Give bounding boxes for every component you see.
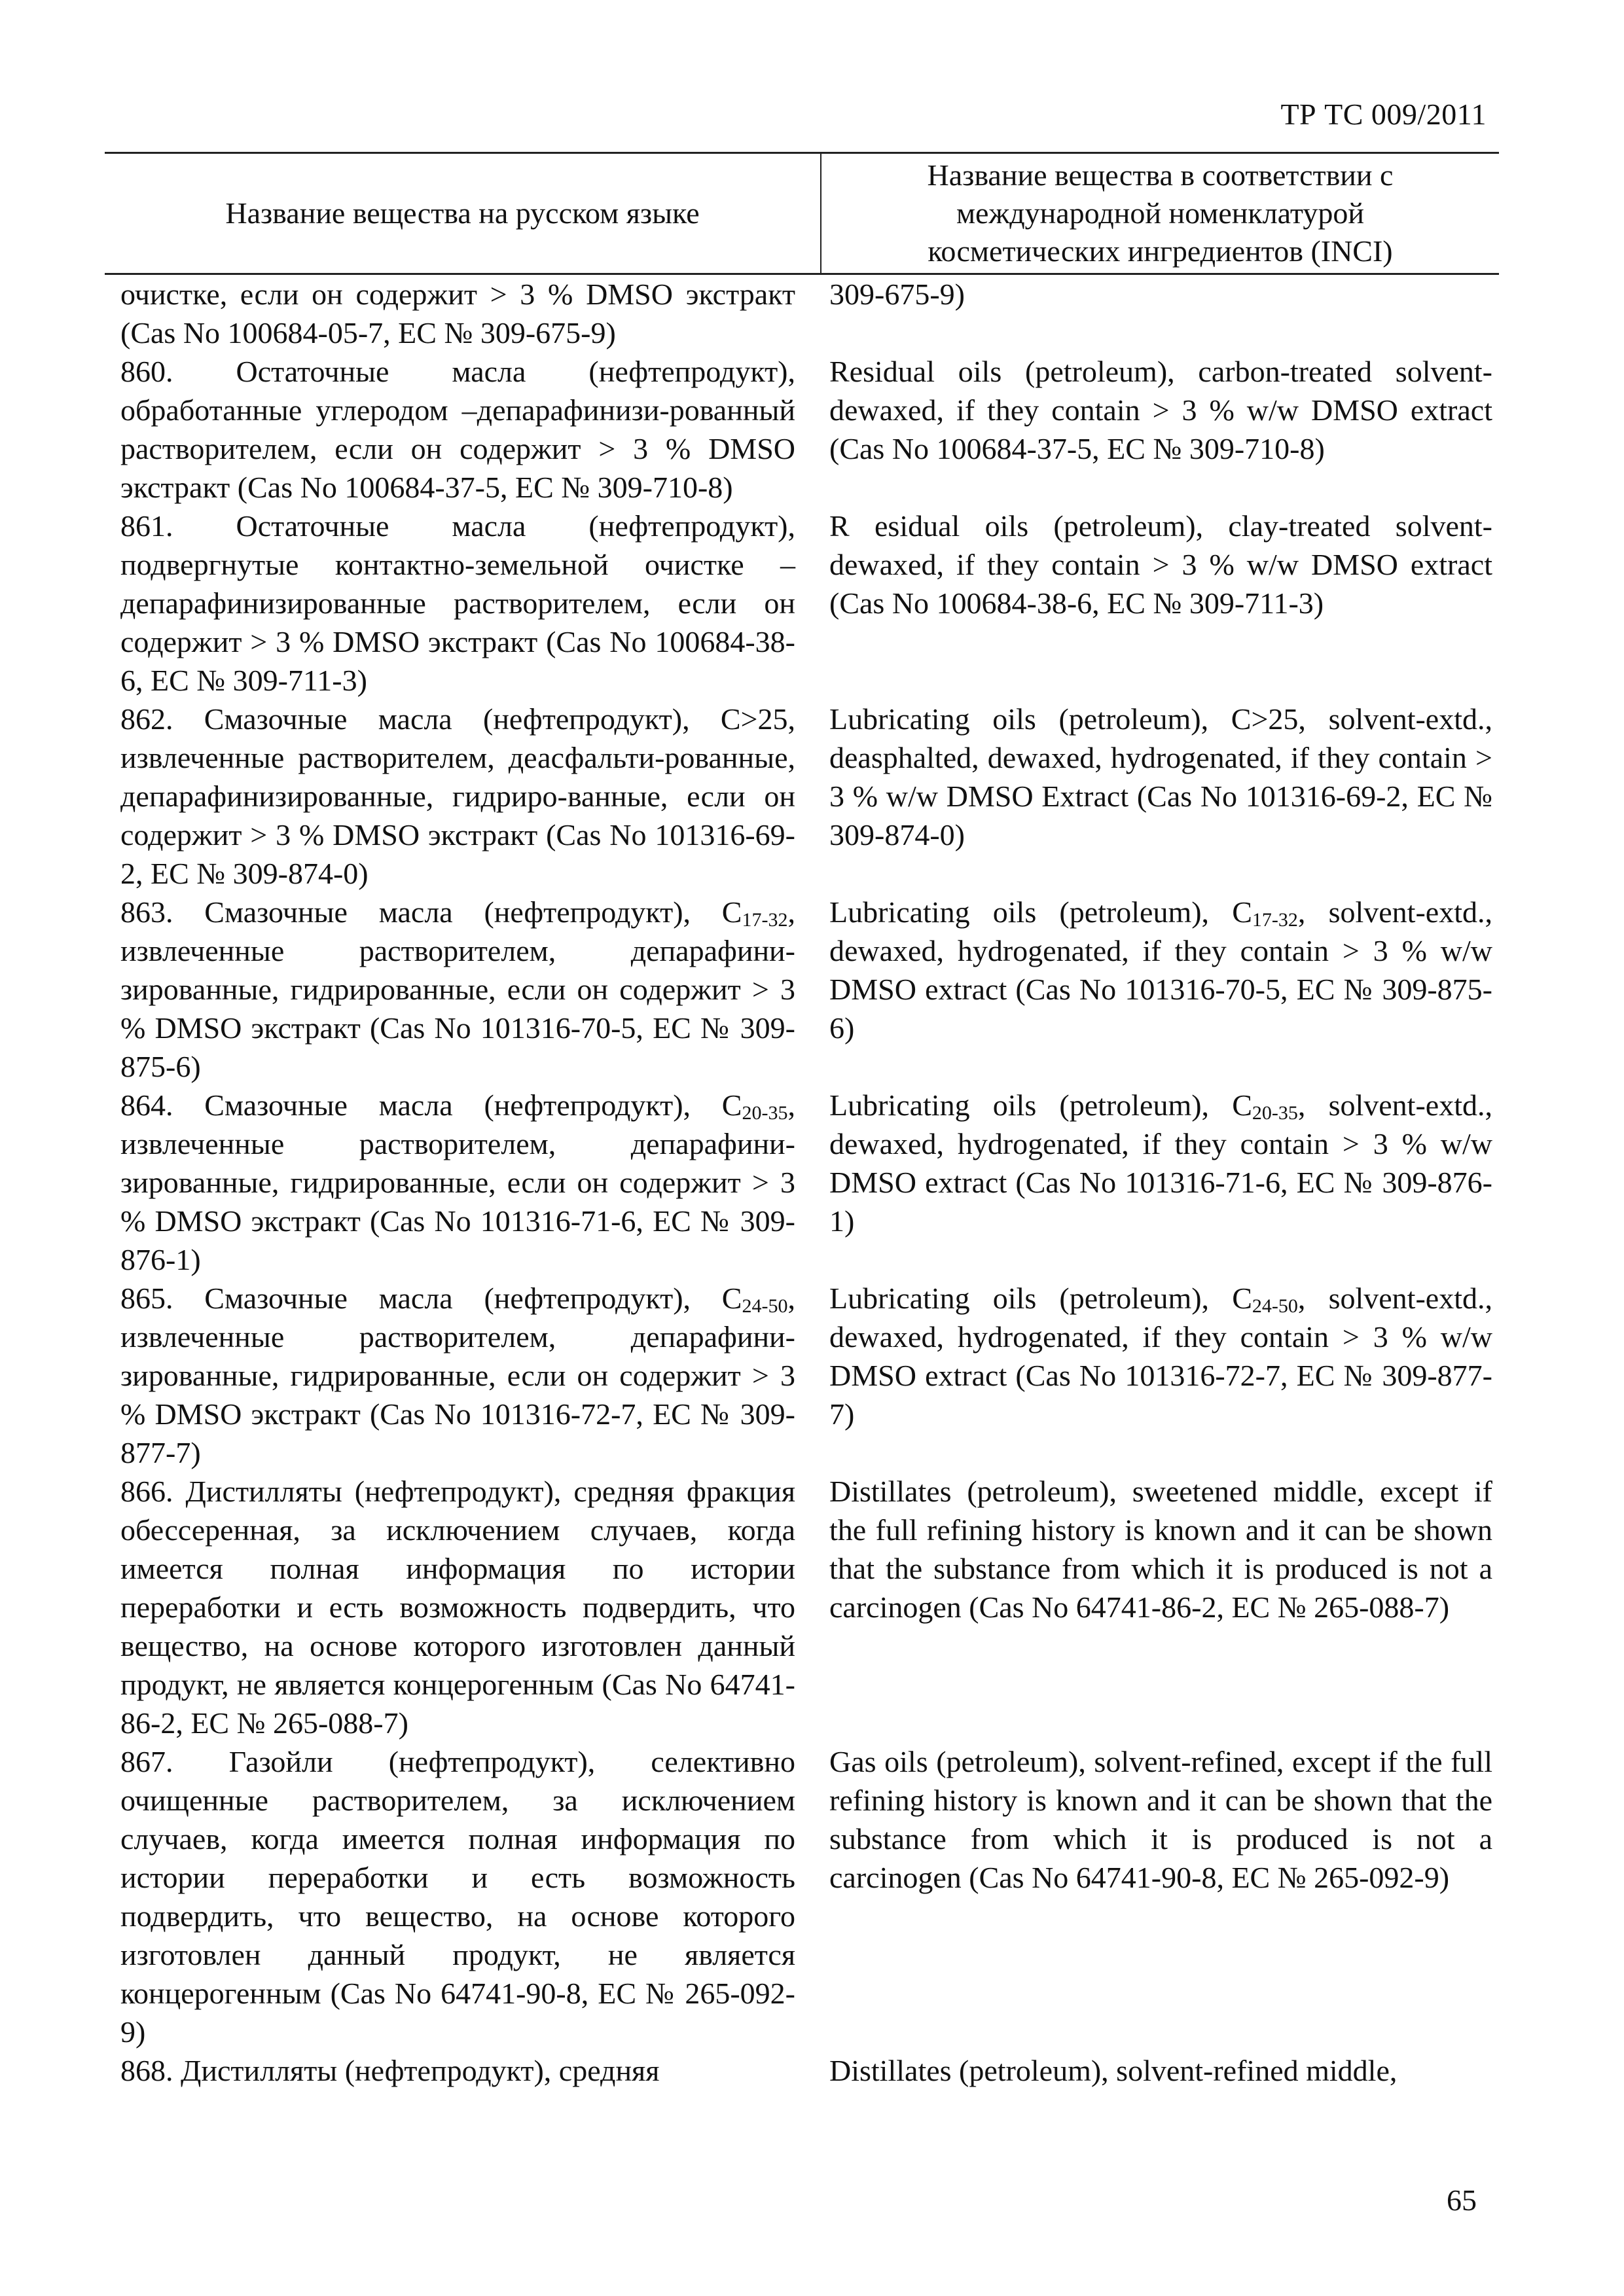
column-header-inci-line: Название вещества в соответствии с: [927, 158, 1394, 192]
cell-inci: Distillates (petroleum), sweetened middle, except if the full refining history is known and it can be shown that the substance from which it is produced is not a carcinogen (Cas No 64741-86-2, EC № 265-088-7): [829, 1475, 1492, 1624]
cell-inci: Distillates (petroleum), solvent-refined middle,: [829, 2054, 1398, 2087]
column-header-inci-line: косметических ингредиентов (INCI): [928, 234, 1393, 268]
cell-russian: очистке, если он содержит > 3 % DMSO экстракт (Cas No 100684-05-7, EC № 309-675-9): [120, 278, 795, 350]
cell-text: Lubricating oils (petroleum), C: [829, 1088, 1252, 1122]
cell-text: Lubricating oils (petroleum), C: [829, 895, 1252, 929]
cell-inci: Lubricating oils (petroleum), C>25, solvent-extd., deasphalted, dewaxed, hydrogenated, if they contain > 3 % w/w DMSO Extract (Cas No 101316-69-2, EC № 309-874-0): [829, 702, 1492, 852]
cell-inci: [821, 893, 1499, 1086]
cell-russian: 862. Смазочные масла (нефтепродукт), C>25, извлеченные растворителем, деасфальти-рованные, депарафинизированные, гидриро-ванные, если он содержит > 3 % DMSO экстракт (Cas No 101316-69-2, EC № 309-874-0): [120, 702, 795, 890]
cell-text: 864. Смазочные масла (нефтепродукт), C: [120, 1088, 742, 1122]
cell-text: , извлеченные растворителем, депарафини-зированные, гидрированные, если он содержит > 3 % DMSO экстракт (Cas No 101316-71-6, EC № 309-876-1): [120, 1088, 795, 1276]
column-header-inci-line: международной номенклатурой: [956, 196, 1365, 230]
cell-text: Lubricating oils (petroleum), C: [829, 1282, 1252, 1315]
cell-russian: 861. Остаточные масла (нефтепродукт), подвергнутые контактно-земельной очистке – депарафинизированные растворителем, если он содержит > 3 % DMSO экстракт (Cas No 100684-38-6, EC № 309-711-3): [120, 509, 795, 697]
column-header-inci: [821, 154, 1499, 273]
carbon-range-subscript: 20-35: [742, 1102, 788, 1124]
carbon-range-subscript: 24-50: [742, 1295, 788, 1317]
cell-text: , извлеченные растворителем, депарафини-зированные, гидрированные, если он содержит > 3 % DMSO экстракт (Cas No 101316-70-5, EC № 309-875-6): [120, 895, 795, 1083]
substance-table: [105, 152, 1499, 2090]
table-row: [105, 275, 1499, 352]
cell-russian: [105, 1279, 821, 1472]
cell-russian: 866. Дистилляты (нефтепродукт), средняя фракция обессеренная, за исключением случаев, когда имеется полная информация по истории переработки и есть возможность подвердить, что вещество, на основе которого изготовлен данный продукт, не является концерогенным (Cas No 64741-86-2, EC № 265-088-7): [120, 1475, 795, 1740]
page-number: 65: [1447, 2183, 1477, 2217]
cell-russian: 868. Дистилляты (нефтепродукт), средняя: [120, 2054, 660, 2087]
cell-inci: 309-675-9): [829, 278, 965, 311]
table-row: [105, 1086, 1499, 1279]
table-row: [105, 507, 1499, 700]
cell-text: , solvent-extd., dewaxed, hydrogenated, if they contain > 3 % w/w DMSO extract (Cas No 101316-70-5, EC № 309-875-6): [829, 895, 1492, 1045]
document-code: ТР ТС 009/2011: [1280, 98, 1487, 131]
table-row: [105, 1472, 1499, 1742]
cell-inci: [821, 1086, 1499, 1279]
cell-russian: [105, 1086, 821, 1279]
cell-inci: [821, 1279, 1499, 1472]
table-row: [105, 1742, 1499, 2051]
table-row: [105, 1279, 1499, 1472]
cell-russian: 860. Остаточные масла (нефтепродукт), обработанные углеродом –депарафинизи-рованный растворителем, если он содержит > 3 % DMSO экстракт (Cas No 100684-37-5, EC № 309-710-8): [120, 355, 795, 504]
cell-text: 865. Смазочные масла (нефтепродукт), C: [120, 1282, 742, 1315]
table-row: [105, 700, 1499, 893]
table-row: [105, 893, 1499, 1086]
column-header-russian: Название вещества на русском языке: [105, 154, 821, 273]
carbon-range-subscript: 24-50: [1252, 1295, 1298, 1317]
carbon-range-subscript: 17-32: [1252, 909, 1298, 931]
cell-inci: R esidual oils (petroleum), clay-treated solvent-dewaxed, if they contain > 3 % w/w DMSO extract (Cas No 100684-38-6, EC № 309-711-3): [829, 509, 1492, 620]
cell-text: , извлеченные растворителем, депарафини-зированные, гидрированные, если он содержит > 3 % DMSO экстракт (Cas No 101316-72-7, EC № 309-877-7): [120, 1282, 795, 1469]
carbon-range-subscript: 17-32: [742, 909, 788, 931]
cell-inci: Residual oils (petroleum), carbon-treated solvent-dewaxed, if they contain > 3 % w/w DMSO extract (Cas No 100684-37-5, EC № 309-710-8): [829, 355, 1492, 465]
carbon-range-subscript: 20-35: [1252, 1102, 1298, 1124]
table-row: [105, 352, 1499, 507]
cell-text: , solvent-extd., dewaxed, hydrogenated, if they contain > 3 % w/w DMSO extract (Cas No 101316-71-6, EC № 309-876-1): [829, 1088, 1492, 1238]
cell-russian: 867. Газойли (нефтепродукт), селективно очищенные растворителем, за исключением случаев, когда имеется полная информация по истории переработки и есть возможность подвердить, что вещество, на основе которого изготовлен данный продукт, не является концерогенным (Cas No 64741-90-8, EC № 265-092-9): [120, 1745, 795, 2049]
cell-text: 863. Смазочные масла (нефтепродукт), C: [120, 895, 742, 929]
table-header: [105, 154, 1499, 275]
table-row: [105, 2051, 1499, 2090]
cell-inci: Gas oils (petroleum), solvent-refined, except if the full refining history is known and it can be shown that the substance from which it is produced is not a carcinogen (Cas No 64741-90-8, EC № 265-092-9): [829, 1745, 1492, 1894]
cell-text: , solvent-extd., dewaxed, hydrogenated, if they contain > 3 % w/w DMSO extract (Cas No 101316-72-7, EC № 309-877-7): [829, 1282, 1492, 1431]
cell-russian: [105, 893, 821, 1086]
